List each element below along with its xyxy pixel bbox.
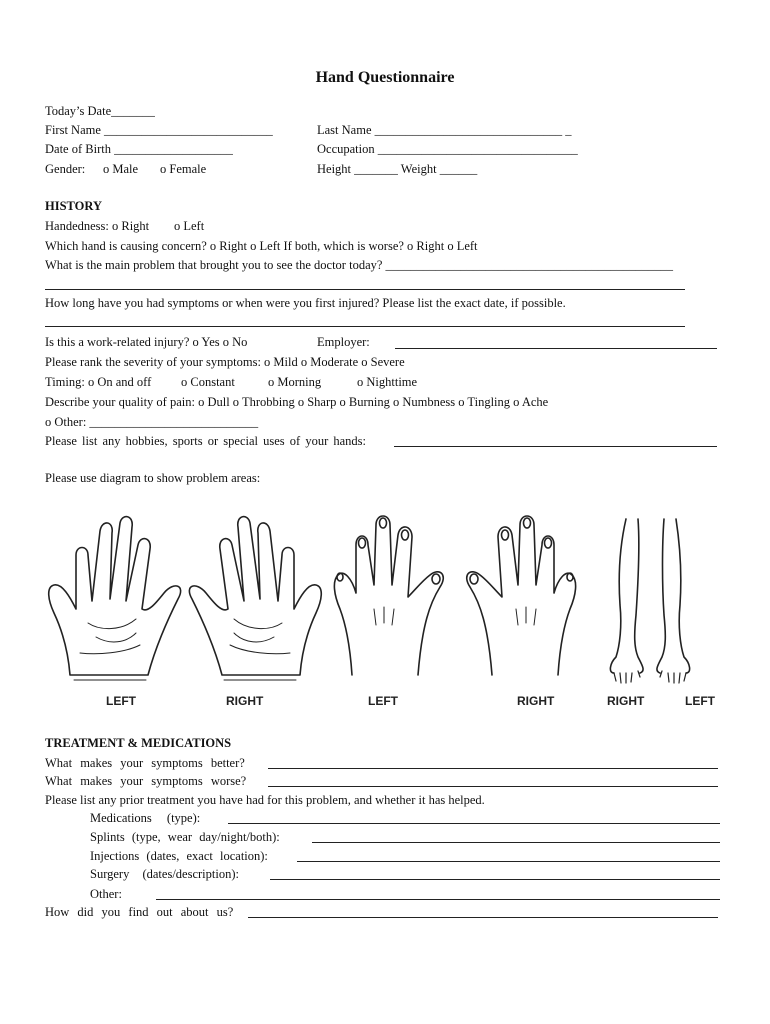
diagram-label-right-palm: RIGHT <box>226 694 264 708</box>
splints-line[interactable] <box>312 842 720 843</box>
timing-nighttime-option[interactable]: o Nighttime <box>357 375 418 389</box>
pain-other-field[interactable]: o Other: ___________________________ <box>45 415 259 429</box>
work-related-question[interactable]: Is this a work-related injury? o Yes o No <box>45 335 248 349</box>
handedness-left-option[interactable]: o Left <box>174 219 205 233</box>
how-long-question: How long have you had symptoms or when were you first injured? Please list the exact date, if possible. <box>45 296 566 310</box>
better-line[interactable] <box>268 768 718 769</box>
other-treatment-line[interactable] <box>156 899 720 900</box>
injections-label: Injections (dates, exact location): <box>90 849 268 863</box>
diagram-instruction: Please use diagram to show problem areas: <box>45 471 261 485</box>
medications-label: Medications (type): <box>90 811 201 825</box>
injections-line[interactable] <box>297 861 720 862</box>
severity-question[interactable]: Please rank the severity of your symptoms: o Mild o Moderate o Severe <box>45 355 405 369</box>
main-problem-line[interactable] <box>45 289 685 290</box>
gender-male-option[interactable]: o Male <box>103 162 139 176</box>
hobbies-line[interactable] <box>394 446 717 447</box>
occupation-field[interactable]: Occupation ________________________________ <box>317 142 578 156</box>
employer-line[interactable] <box>395 348 717 349</box>
page-title: Hand Questionnaire <box>315 69 455 86</box>
right-palm-hand-icon <box>189 517 321 680</box>
surgery-label: Surgery (dates/description): <box>90 867 239 881</box>
find-us-question: How did you find out about us? <box>45 905 234 919</box>
diagram-label-left-arm: LEFT <box>685 694 715 708</box>
history-heading: HISTORY <box>45 199 102 213</box>
worse-line[interactable] <box>268 786 718 787</box>
left-back-hand-icon <box>334 516 443 675</box>
timing-morning-option[interactable]: o Morning <box>268 375 322 389</box>
main-problem-field[interactable]: What is the main problem that brought you to see the doctor today? ______________________________________________ <box>45 258 674 272</box>
handedness-right-option[interactable]: Handedness: o Right <box>45 219 150 233</box>
pain-quality-question[interactable]: Describe your quality of pain: o Dull o Throbbing o Sharp o Burning o Numbness o Tingling o Ache <box>45 395 549 409</box>
gender-label: Gender: <box>45 162 86 176</box>
left-arm-icon <box>657 519 690 683</box>
todays-date-field[interactable]: Today’s Date_______ <box>45 104 155 118</box>
timing-on-off-option[interactable]: Timing: o On and off <box>45 375 152 389</box>
worse-question: What makes your symptoms worse? <box>45 774 247 788</box>
better-question: What makes your symptoms better? <box>45 756 245 770</box>
treatment-heading: TREATMENT & MEDICATIONS <box>45 736 232 750</box>
hobbies-question: Please list any hobbies, sports or special uses of your hands: <box>45 434 366 448</box>
find-us-line[interactable] <box>248 917 718 918</box>
timing-constant-option[interactable]: o Constant <box>181 375 235 389</box>
last-name-field[interactable]: Last Name ______________________________ _ <box>317 123 572 137</box>
diagram-label-left-back: LEFT <box>368 694 398 708</box>
which-hand-question[interactable]: Which hand is causing concern? o Right o Left If both, which is worse? o Right o Left <box>45 239 478 253</box>
other-treatment-label: Other: <box>90 887 122 901</box>
diagram-label-right-arm: RIGHT <box>607 694 645 708</box>
diagram-label-right-back: RIGHT <box>517 694 555 708</box>
date-of-birth-field[interactable]: Date of Birth ___________________ <box>45 142 233 156</box>
right-back-hand-icon <box>467 516 576 675</box>
splints-label: Splints (type, wear day/night/both): <box>90 830 280 844</box>
gender-female-option[interactable]: o Female <box>160 162 207 176</box>
hand-diagram[interactable] <box>40 505 730 720</box>
left-palm-hand-icon <box>49 517 181 680</box>
medications-line[interactable] <box>228 823 720 824</box>
first-name-field[interactable]: First Name ___________________________ <box>45 123 273 137</box>
how-long-line[interactable] <box>45 326 685 327</box>
surgery-line[interactable] <box>270 879 720 880</box>
employer-label: Employer: <box>317 335 370 349</box>
prior-treatment-question: Please list any prior treatment you have had for this problem, and whether it has helped. <box>45 793 485 807</box>
diagram-label-left-palm: LEFT <box>106 694 136 708</box>
right-arm-icon <box>610 519 643 683</box>
height-weight-field[interactable]: Height _______ Weight ______ <box>317 162 478 176</box>
